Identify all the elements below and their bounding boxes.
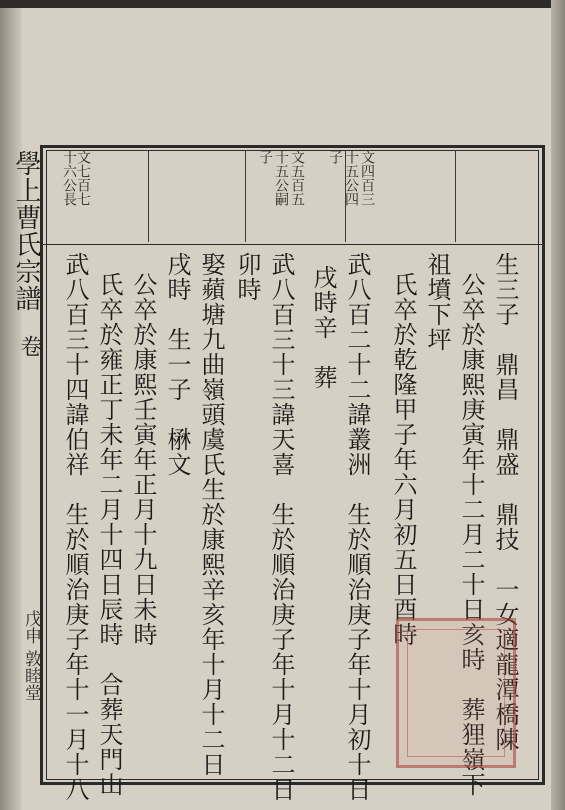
- header-note: 子: [327, 150, 343, 164]
- header-divider: [455, 150, 456, 242]
- header-divider: [245, 150, 246, 242]
- header-note: 子: [257, 150, 273, 164]
- text-column: 武八百三十三諱天喜 生於順治庚子年十月十二日: [267, 252, 295, 802]
- text-column: 氏卒於乾隆甲子年六月初五日酉時: [389, 272, 417, 647]
- header-note: 十五公嗣: [273, 150, 289, 206]
- header-note: 十六公長: [61, 150, 77, 206]
- text-column: 生三子 鼎昌 鼎盛 鼎技 一女適龍潭橋陳: [491, 252, 519, 752]
- text-column: 戌時 生一子 楙文: [163, 252, 191, 477]
- header-note: 文四百三: [359, 150, 375, 206]
- text-column: 武八百三十四諱伯祥 生於順治庚子年十一月十八: [61, 252, 89, 802]
- header-note: 文七百七: [75, 150, 91, 206]
- page-top-edge: [0, 0, 565, 8]
- margin-section: 卷: [17, 335, 42, 358]
- header-note: 文五百五: [289, 150, 305, 206]
- text-column: 戌時辛 葬: [309, 265, 337, 390]
- margin-title: 學上曹氏宗譜: [11, 150, 41, 312]
- text-column: 武八百二十二諱叢洲 生於順治庚子年十月初十日: [343, 252, 371, 802]
- text-column: 卯時: [233, 252, 261, 302]
- page-right-edge: [551, 0, 565, 810]
- seal-inner-border: [407, 629, 505, 757]
- margin-hall: 戊申: [21, 610, 41, 644]
- text-column: 娶蘋塘九曲嶺頭虞氏生於康熙辛亥年十月十二日: [197, 252, 225, 777]
- header-note: 十五公四: [343, 150, 359, 206]
- margin-hall-name: 敦睦堂: [21, 650, 41, 701]
- text-column: 公卒於康熙庚寅年十二月二十日亥時 葬狸嶺下: [457, 272, 485, 797]
- book-spine: [0, 0, 22, 810]
- text-column: 祖墳下坪: [423, 252, 451, 352]
- red-seal-stamp: [396, 618, 516, 768]
- text-column: 公卒於康熙壬寅年正月十九日未時: [129, 272, 157, 647]
- text-column: 氏卒於雍正丁未年二月十四日辰時 合葬天門山: [95, 272, 123, 797]
- header-divider: [148, 150, 149, 242]
